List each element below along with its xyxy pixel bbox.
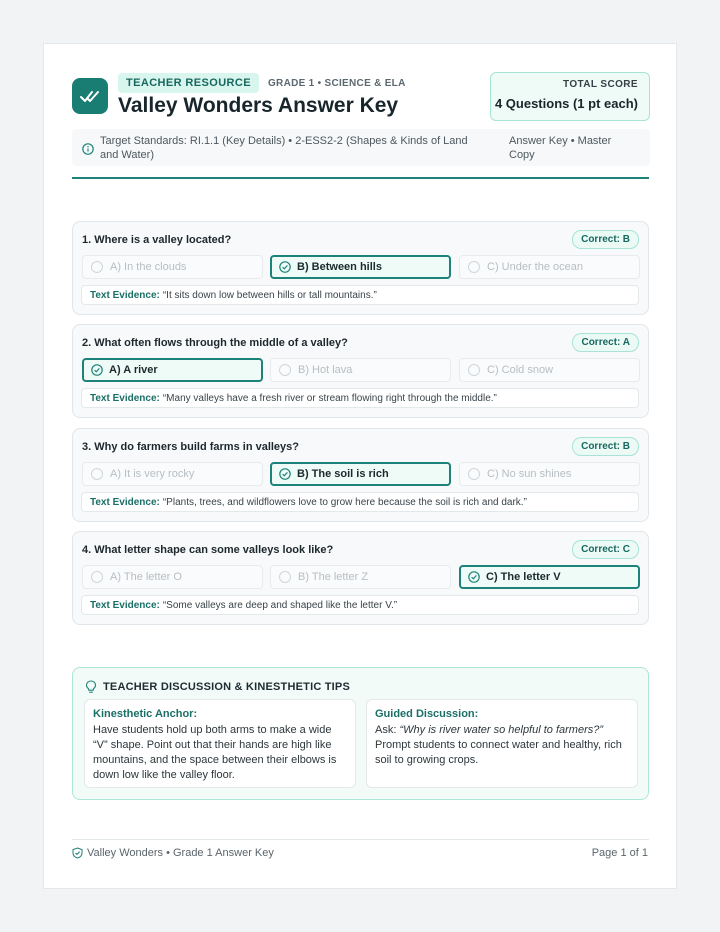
check-circle-icon [468,571,480,583]
text-evidence [81,285,639,305]
footer-left [72,847,274,859]
correct-badge: Correct: C [572,540,639,559]
radio-circle-icon [279,364,291,376]
option-label: A) In the clouds [110,261,187,273]
page-number: Page 1 of 1 [591,847,648,859]
option-label: B) Hot lava [298,364,353,376]
option-label: A) The letter O [110,571,182,583]
evidence-quote: “It sits down low between hills or tall mountains.” [162,289,377,301]
option-label: C) Cold snow [487,364,554,376]
answer-option-correct [270,462,451,486]
question-text: 4. What letter shape can some valleys look like? [82,544,334,556]
answer-option [459,462,640,486]
discussion-question: “Why is river water so helpful to farmers?” [399,724,604,736]
evidence-label: Text Evidence: [90,392,160,404]
tips-heading-text: TEACHER DISCUSSION & KINESTHETIC TIPS [103,681,350,693]
info-icon [82,142,94,160]
option-label: B) The soil is rich [297,468,389,480]
standards-bar [72,129,650,166]
text-evidence [81,492,639,512]
double-check-icon [72,78,108,114]
option-label: A) It is very rocky [110,468,195,480]
radio-circle-icon [468,468,480,480]
question-text: 1. Where is a valley located? [82,234,232,246]
grade-subject: GRADE 1 • SCIENCE & ELA [267,77,406,89]
correct-badge: Correct: B [572,230,639,249]
check-circle-icon [91,364,103,376]
evidence-quote: “Many valleys have a fresh river or stream flowing right through the middle.” [162,392,497,404]
kinesthetic-body: Have students hold up both arms to make a wide “V” shape. Point out that their hands are high like mountains, and the space between their elbows is down low like the valley floor. [93,724,337,781]
answer-option-correct [270,255,451,279]
question-card [72,221,649,315]
answer-option-correct [459,565,640,589]
question-card [72,324,649,418]
discussion-card [366,699,638,788]
kinesthetic-title: Kinesthetic Anchor: [93,708,198,720]
option-label: C) The letter V [486,571,561,583]
discussion-ask: Ask: [375,724,397,736]
teacher-resource-badge: TEACHER RESOURCE [118,73,259,93]
radio-circle-icon [91,261,103,273]
header-divider [72,177,649,179]
header-tags [118,73,406,93]
answer-option [82,565,263,589]
check-circle-icon [279,468,291,480]
evidence-quote: “Some valleys are deep and shaped like the letter V.” [162,599,398,611]
radio-circle-icon [91,571,103,583]
evidence-label: Text Evidence: [90,496,160,508]
radio-circle-icon [468,364,480,376]
discussion-title: Guided Discussion: [375,708,479,720]
footer-divider [72,839,649,840]
total-score-box [490,72,650,121]
shield-check-icon [72,847,83,859]
answer-option [82,462,263,486]
correct-badge: Correct: A [572,333,639,352]
lightbulb-icon [85,680,97,694]
score-value: 4 Questions (1 pt each) [494,96,638,111]
text-evidence [81,388,639,408]
discussion-body: Prompt students to connect water and healthy, rich soil to growing crops. [375,739,622,766]
answer-option [82,255,263,279]
answer-option [270,565,451,589]
teacher-tips-panel [72,667,649,800]
check-circle-icon [279,261,291,273]
standards-text: Target Standards: RI.1.1 (Key Details) • 2-ESS2-2 (Shapes & Kinds of Land and Water) [100,135,468,161]
footer-left-text: Valley Wonders • Grade 1 Answer Key [87,847,274,859]
question-text: 2. What often flows through the middle of a valley? [82,337,348,349]
radio-circle-icon [279,571,291,583]
answer-option-correct [82,358,263,382]
option-label: A) A river [109,364,158,376]
option-label: C) Under the ocean [487,261,583,273]
radio-circle-icon [468,261,480,273]
evidence-label: Text Evidence: [90,289,160,301]
question-text: 3. Why do farmers build farms in valleys? [82,441,300,453]
correct-badge: Correct: B [572,437,639,456]
question-card [72,531,649,625]
score-label: TOTAL SCORE [563,79,638,90]
discussion-ask-line [375,723,629,738]
option-label: C) No sun shines [487,468,572,480]
answer-option [459,255,640,279]
text-evidence [81,595,639,615]
answer-key-label: Answer Key • Master Copy [509,135,612,161]
evidence-label: Text Evidence: [90,599,160,611]
option-label: B) Between hills [297,261,382,273]
question-card [72,428,649,522]
page-title: Valley Wonders Answer Key [118,94,399,117]
radio-circle-icon [91,468,103,480]
tips-heading [85,680,350,694]
answer-option [459,358,640,382]
option-label: B) The letter Z [298,571,369,583]
answer-key-page [43,43,677,889]
kinesthetic-card [84,699,356,788]
evidence-quote: “Plants, trees, and wildflowers love to grow here because the soil is rich and dark.” [162,496,527,508]
answer-option [270,358,451,382]
